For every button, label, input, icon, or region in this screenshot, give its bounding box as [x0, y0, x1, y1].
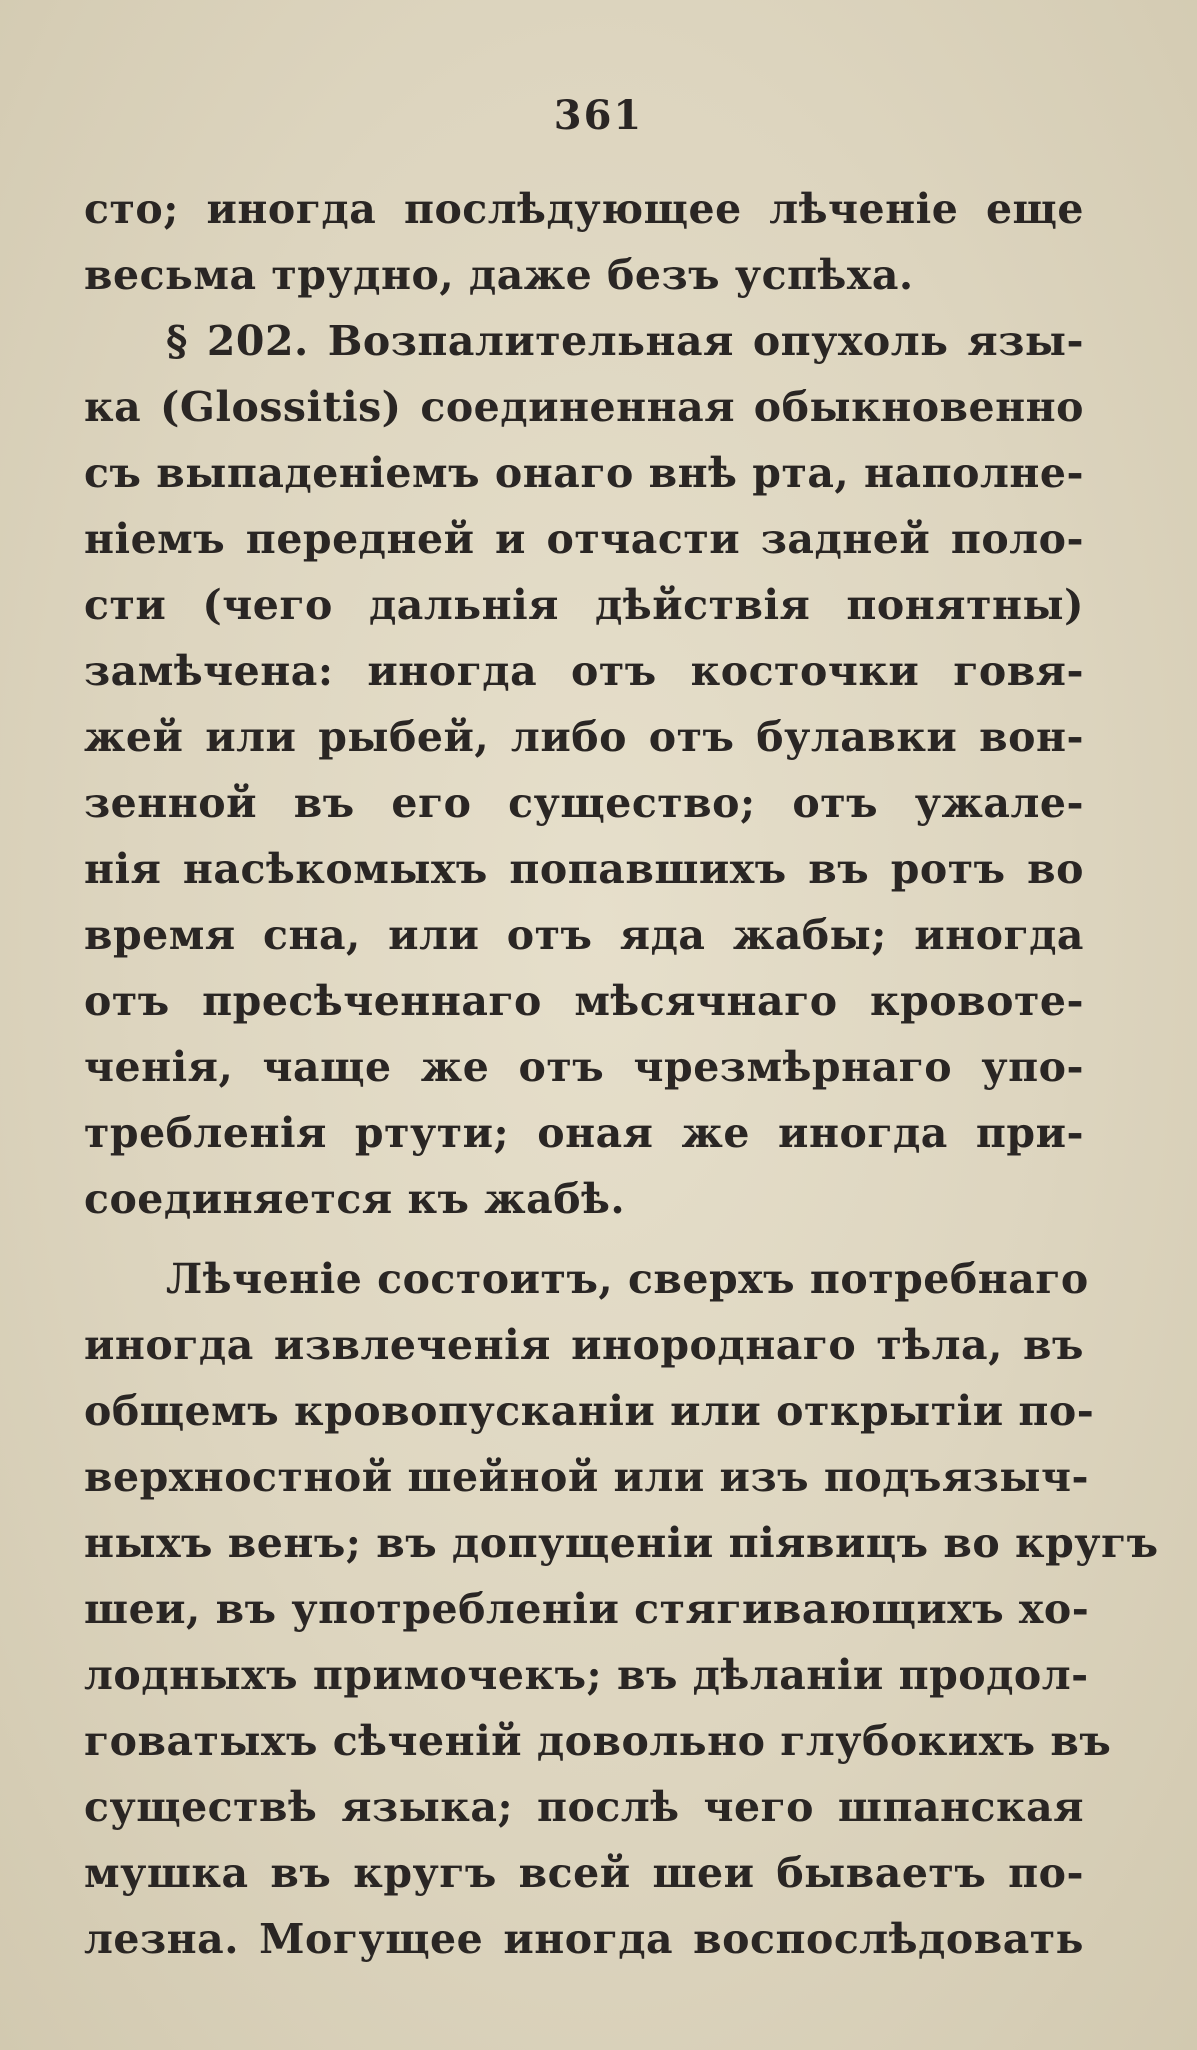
text-line: общемъ кровопусканіи или открытіи по-	[84, 1387, 1095, 1435]
body-text	[84, 176, 1159, 1972]
text-line: весьма трудно, даже безъ успѣха.	[84, 251, 914, 299]
text-line: жей или рыбей, либо отъ булавки вон-	[84, 713, 1084, 761]
text-line: иногда извлеченія инороднаго тѣла, въ	[84, 1321, 1084, 1369]
text-line: мушка въ кругъ всей шеи бываетъ по-	[84, 1849, 1084, 1897]
page-number: 361	[553, 92, 644, 139]
text-line: съ выпаденіемъ онаго внѣ рта, наполне-	[84, 449, 1084, 497]
text-line: ніемъ передней и отчасти задней поло-	[84, 515, 1084, 563]
text-line: отъ пресѣченнаго мѣсячнаго кровоте-	[84, 977, 1084, 1025]
text-line: ныхъ венъ; въ допущеніи піявицъ во кругъ	[84, 1519, 1159, 1567]
text-line: сти (чего дальнія дѣйствія понятны)	[84, 581, 1084, 629]
text-line: лодныхъ примочекъ; въ дѣланіи продол-	[84, 1651, 1089, 1699]
text-line: шеи, въ употребленіи стягивающихъ хо-	[84, 1585, 1090, 1633]
paragraph-start-line: Лѣченіе состоитъ, сверхъ потребнаго	[166, 1255, 1089, 1303]
text-line: ка (Glossitis) соединенная обыкновенно	[84, 383, 1084, 431]
text-line: говатыхъ сѣченій довольно глубокихъ въ	[84, 1717, 1112, 1765]
text-line: время сна, или отъ яда жабы; иногда	[84, 911, 1084, 959]
text-line: зенной въ его существо; отъ ужале-	[84, 779, 1084, 827]
text-line: сто; иногда послѣдующее лѣченіе еще	[84, 185, 1084, 233]
text-line: требленія ртути; оная же иногда при-	[84, 1109, 1084, 1157]
text-line: лезна. Могущее иногда воспослѣдовать	[84, 1915, 1084, 1963]
text-line: нія насѣкомыхъ попавшихъ въ ротъ во	[84, 845, 1084, 893]
text-line: замѣчена: иногда отъ косточки говя-	[84, 647, 1084, 695]
text-line: существѣ языка; послѣ чего шпанская	[84, 1783, 1084, 1831]
text-line: верхностной шейной или изъ подъязыч-	[84, 1453, 1090, 1501]
text-line: соединяется къ жабѣ.	[84, 1175, 626, 1223]
text-line: ченія, чаще же отъ чрезмѣрнаго упо-	[84, 1043, 1084, 1091]
section-heading-line: § 202. Возпалительная опухоль язы-	[166, 317, 1084, 365]
